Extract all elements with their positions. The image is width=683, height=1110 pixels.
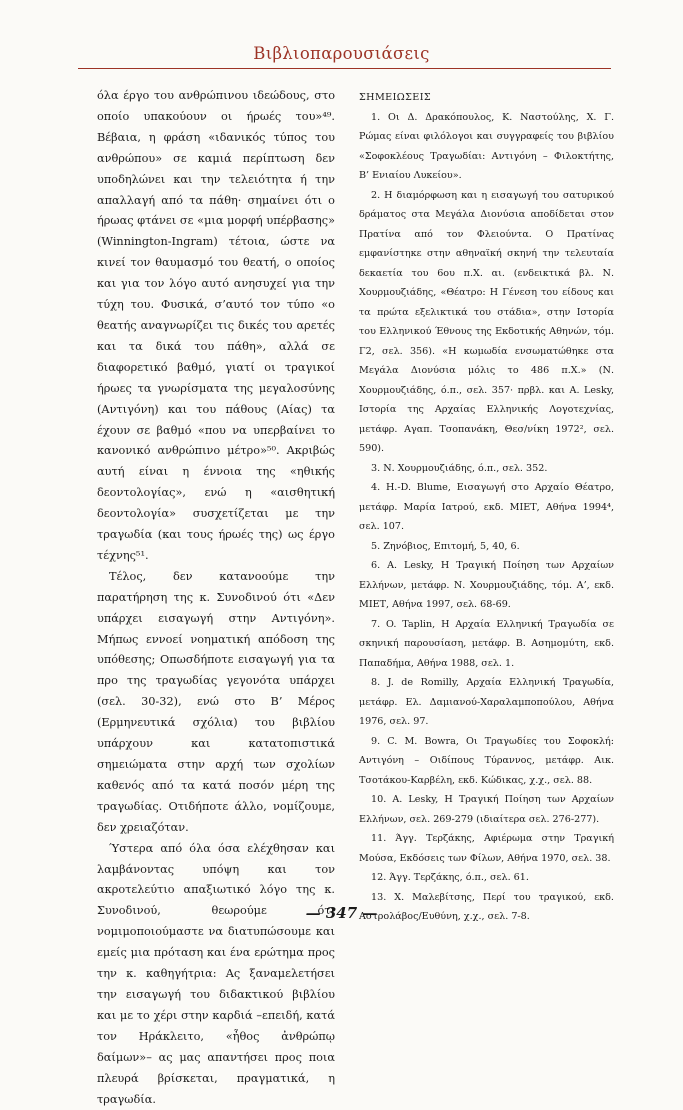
- note-item: 10. A. Lesky, Η Τραγική Ποίηση των Αρχαίων Ελλήνων, σελ. 269-279 (ιδιαίτερα σελ. 276-277).: [359, 794, 614, 825]
- running-header: Βιβλιοπαρουσιάσεις: [253, 44, 430, 63]
- notes-heading: ΣΗΜΕΙΩΣΕΙΣ: [359, 92, 432, 103]
- note-item: 5. Ζηνόβιος, Επιτομή, 5, 40, 6.: [371, 540, 520, 552]
- notes-column: [359, 88, 614, 927]
- main-text-column: [97, 86, 335, 1110]
- paragraph: Τέλος, δεν κατανοούμε την παρατήρηση της κ. Συνοδινού ότι «Δεν υπάρχει εισαγωγή στην Αντιγόνη». Μήπως εννοεί νοηματική απόδοση της υπόθεσης; Οπωσδήποτε εισαγωγή για τα προ της τραγωδίας γεγονότα υπάρχει (σελ. 30-32), ενώ στο Β’ Μέρος (Ερμηνευτικά σχόλια) του βιβλίου υπάρχουν και κατατοπιστικά σημειώματα στην αρχή των σχολίων καθενός από τα κατά ποσόν μέρη της τραγωδίας. Οτιδήποτε άλλο, νομίζουμε, δεν χρειαζόταν.: [97, 569, 335, 834]
- note-item: 1. Οι Δ. Δρακόπουλος, Κ. Ναστούλης, Χ. Γ. Ρώμας είναι φιλόλογοι και συγγραφείς του βιβλίου «Σοφοκλέους Τραγωδίαι: Αντιγόνη – Φιλοκτήτης, Β’ Ενιαίου Λυκείου».: [359, 111, 614, 181]
- note-item: 2. Η διαμόρφωση και η εισαγωγή του σατυρικού δράματος στα Μεγάλα Διονύσια αποδίδεται στον Πρατίνα από τον Φλειούντα. Ο Πρατίνας εμφανίστηκε στην αθηναϊκή σκηνή την τελευταία δεκαετία του 6ου π.Χ. αι. (ενδεικτικά βλ. Ν. Χουρμουζιάδης, «Θέατρο: Η Γένεση του είδους και τα πρώτα εξελικτικά του στάδια», στην Ιστορία του Ελληνικού Έθνους της Εκδοτικής Αθηνών, τόμ. Γ2, σελ. 356). «Η κωμωδία ενσωματώθηκε στα Μεγάλα Διονύσια μόλις το 486 π.Χ.» (Ν. Χουρμουζιάδης, ό.π., σελ. 357· πρβλ. και A. Lesky, Ιστορία της Αρχαίας Ελληνικής Λογοτεχνίας, μετάφρ. Αγαπ. Τσοπανάκη, Θεσ/νίκη 1972², σελ. 590).: [359, 189, 614, 454]
- header-rule: [78, 68, 611, 69]
- note-item: 6. A. Lesky, Η Τραγική Ποίηση των Αρχαίων Ελλήνων, μετάφρ. Ν. Χουρμουζιάδης, τόμ. Α’, εκδ. ΜΙΕΤ, Αθήνα 1997, σελ. 68-69.: [359, 560, 614, 610]
- page-number: — 347 —: [305, 904, 378, 922]
- paragraph: Ύστερα από όλα όσα ελέχθησαν και λαμβάνοντας υπόψη και τον ακροτελεύτιο απαξιωτικό λόγο της κ. Συνοδινού, θεωρούμε ότι νομιμοποιούμαστε να διατυπώσουμε και εμείς μια πρόταση και ένα ερώτημα προς την κ. καθηγήτρια: Ας ξαναμελετήσει την εισαγωγή του διδακτικού βιβλίου και με το χέρι στην καρδιά –επειδή, κατά τον Ηράκλειτο, «ἦθος ἀνθρώπῳ δαίμων»– ας μας απαντήσει προς ποια πλευρά βρίσκεται, πραγματικά, η τραγωδία.: [97, 841, 335, 1106]
- note-item: 8. J. de Romilly, Αρχαία Ελληνική Τραγωδία, μετάφρ. Ελ. Δαμιανού-Χαραλαμποπούλου, Αθήνα 1976, σελ. 97.: [359, 677, 614, 727]
- note-item: 9. C. M. Bowra, Οι Τραγωδίες του Σοφοκλή: Αντιγόνη – Οιδίπους Τύραννος, μετάφρ. Αικ. Τσοτάκου-Καρβέλη, εκδ. Κώδικας, χ.χ., σελ. 88.: [359, 735, 614, 786]
- note-item: 13. Χ. Μαλεβίτσης, Περί του τραγικού, εκδ. Αστρολάβος/Ευθύνη, χ.χ., σελ. 7-8.: [359, 891, 614, 922]
- paragraph: όλα έργο του ανθρώπινου ιδεώδους, στο οποίο υπακούουν οι ήρωές του»⁴⁹. Βέβαια, η φράση «ιδανικός τύπος του ανθρώπου» σε καμιά περίπτωση δεν υποδηλώνει και την τελειότητα ή την απαλλαγή από τα πάθη· σημαίνει ότι ο ήρωας φτάνει σε «μια μορφή υπέρβασης» (Winnington-Ingram) τέτοια, ώστε να κινεί τον θαυμασμό του θεατή, ο οποίος και για τον λόγο αυτό ανησυχεί για την τύχη του. Φυσικά, σ’αυτό τον τύπο «ο θεατής αναγνωρίζει τις δικές του αρετές και τα δικά του πάθη», αλλά σε διαφορετικό βαθμό, γιατί οι τραγικοί ήρωες τα γνωρίσματα της μεγαλοσύνης (Αντιγόνη) και του πάθους (Αίας) τα έχουν σε βαθμό «που να υπερβαίνει το κανονικό ανθρώπινο μέτρο»⁵⁰. Ακριβώς αυτή είναι η έννοια της «ηθικής δεοντολογίας», ενώ η «αισθητική δεοντολογία» συσχετίζεται με την τραγωδία (και τους ήρωές της) ως έργο τέχνης⁵¹.: [97, 89, 335, 562]
- note-item: 3. Ν. Χουρμουζιάδης, ό.π., σελ. 352.: [371, 462, 548, 474]
- note-item: 12. Άγγ. Τερζάκης, ό.π., σελ. 61.: [371, 872, 529, 883]
- note-item: 11. Άγγ. Τερζάκης, Αφιέρωμα στην Τραγική Μούσα, Εκδόσεις των Φίλων, Αθήνα 1970, σελ. 38.: [359, 833, 614, 864]
- note-item: 7. O. Taplin, Η Αρχαία Ελληνική Τραγωδία σε σκηνική παρουσίαση, μετάφρ. Β. Ασημομύτη, εκδ. Παπαδήμα, Αθήνα 1988, σελ. 1.: [359, 618, 614, 669]
- note-item: 4. H.-D. Blume, Εισαγωγή στο Αρχαίο Θέατρο, μετάφρ. Μαρία Ιατρού, εκδ. ΜΙΕΤ, Αθήνα 1994⁴, σελ. 107.: [359, 482, 614, 532]
